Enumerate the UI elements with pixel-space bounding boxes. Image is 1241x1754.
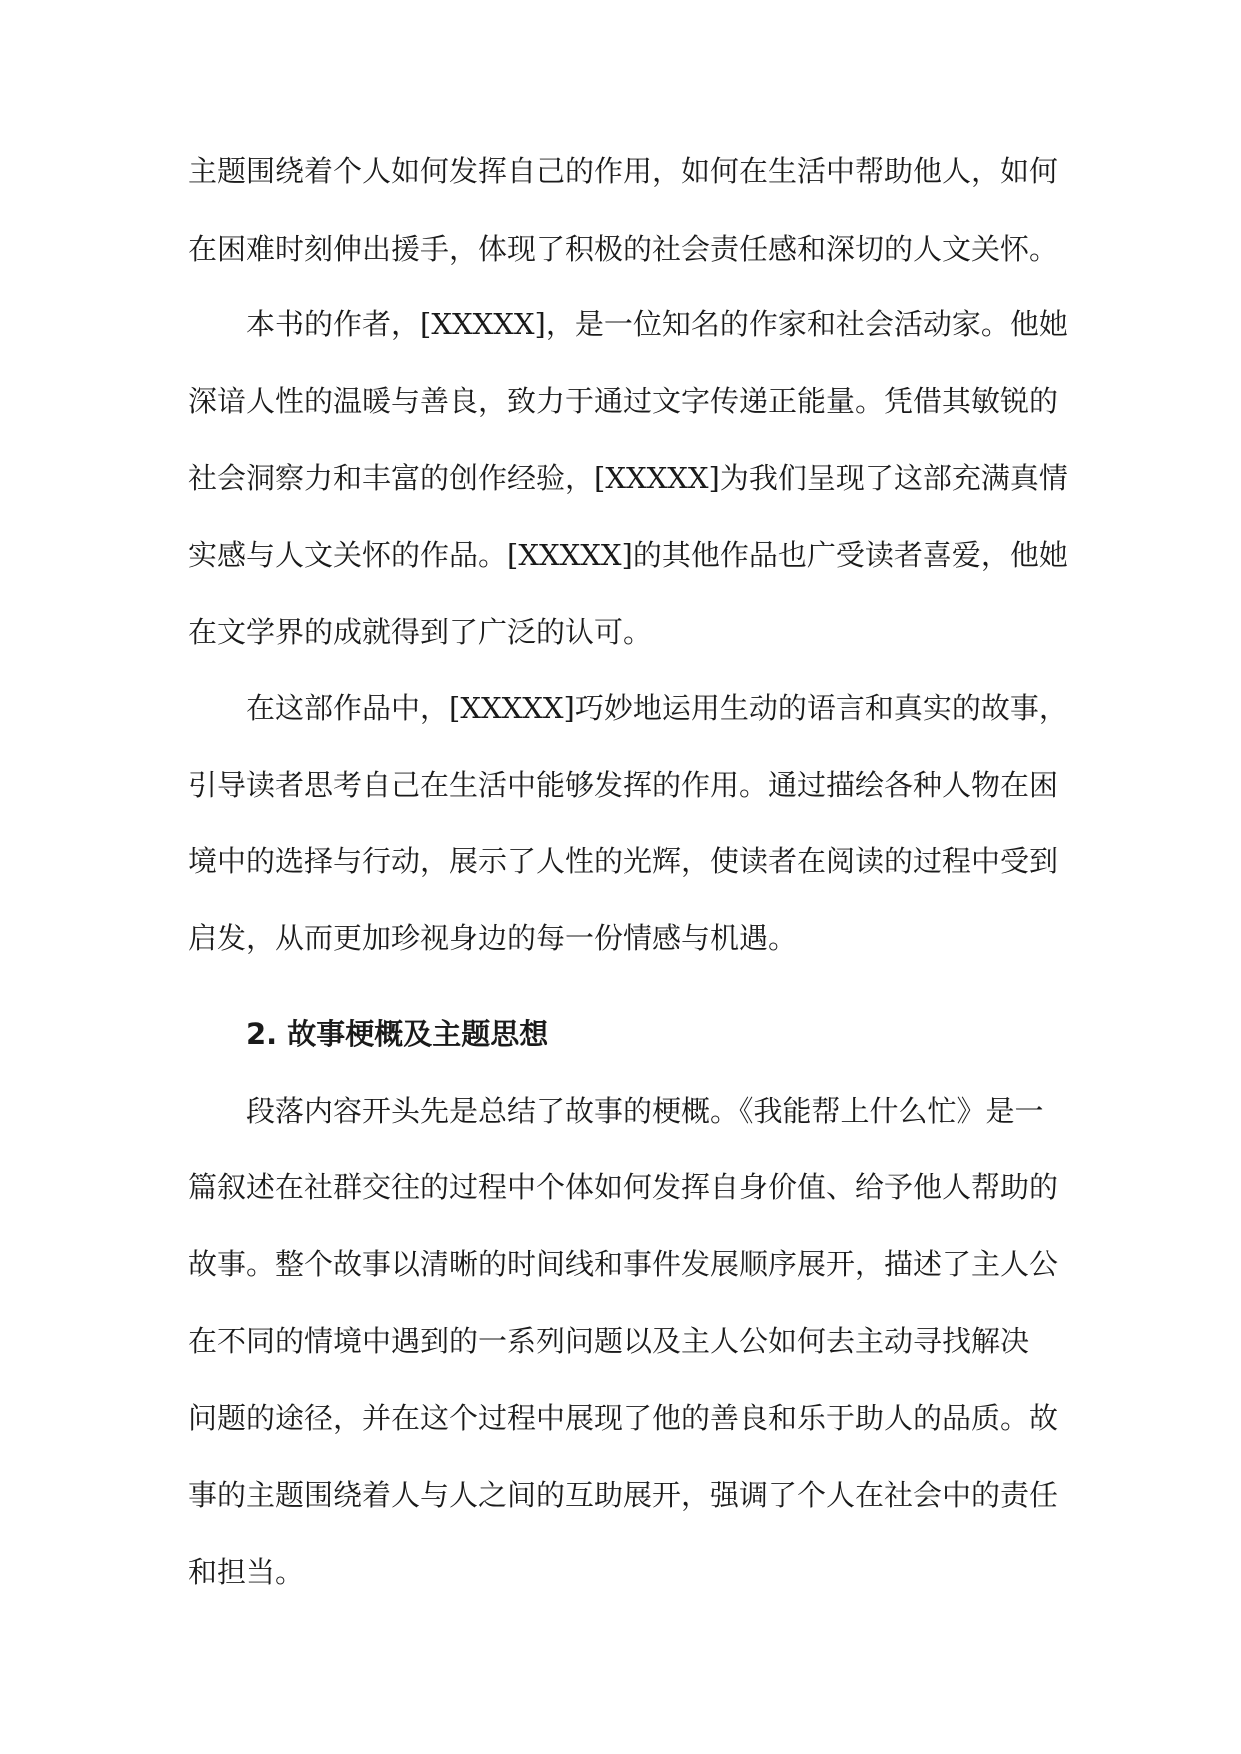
section-heading: 2. 故事梗概及主题思想	[246, 1017, 549, 1051]
paragraph-3-line-2: 引导读者思考自己在生活中能够发挥的作用。通过描绘各种人物在困	[188, 768, 1059, 802]
paragraph-3-line-3: 境中的选择与行动，展示了人性的光辉，使读者在阅读的过程中受到	[188, 844, 1059, 878]
paragraph-2-line-2: 深谙人性的温暖与善良，致力于通过文字传递正能量。凭借其敏锐的	[188, 384, 1059, 418]
paragraph-1-line-2: 在困难时刻伸出援手，体现了积极的社会责任感和深切的人文关怀。	[188, 232, 1059, 266]
paragraph-4-line-6: 事的主题围绕着人与人之间的互助展开，强调了个人在社会中的责任	[188, 1478, 1059, 1512]
paragraph-2-line-4: 实感与人文关怀的作品。[XXXXX]的其他作品也广受读者喜爱，他她	[188, 538, 1068, 572]
paragraph-2-line-3: 社会洞察力和丰富的创作经验，[XXXXX]为我们呈现了这部充满真情	[188, 461, 1068, 495]
paragraph-4-line-3: 故事。整个故事以清晰的时间线和事件发展顺序展开，描述了主人公	[188, 1247, 1059, 1281]
paragraph-3-line-1: 在这部作品中，[XXXXX]巧妙地运用生动的语言和真实的故事，	[246, 691, 1068, 725]
paragraph-2-line-5: 在文学界的成就得到了广泛的认可。	[188, 615, 653, 649]
paragraph-4-line-1: 段落内容开头先是总结了故事的梗概。《我能帮上什么忙》是一	[246, 1094, 1044, 1128]
paragraph-3-line-4: 启发，从而更加珍视身边的每一份情感与机遇。	[188, 921, 798, 955]
paragraph-1-line-1: 主题围绕着个人如何发挥自己的作用，如何在生活中帮助他人，如何	[188, 154, 1059, 188]
paragraph-4-line-2: 篇叙述在社群交往的过程中个体如何发挥自身价值、给予他人帮助的	[188, 1170, 1059, 1204]
paragraph-4-line-7: 和担当。	[188, 1555, 305, 1589]
paragraph-4-line-5: 问题的途径，并在这个过程中展现了他的善良和乐于助人的品质。故	[188, 1401, 1059, 1435]
paragraph-4-line-4: 在不同的情境中遇到的一系列问题以及主人公如何去主动寻找解决	[188, 1324, 1030, 1358]
paragraph-2-line-1: 本书的作者，[XXXXX]，是一位知名的作家和社会活动家。他她	[246, 307, 1068, 341]
